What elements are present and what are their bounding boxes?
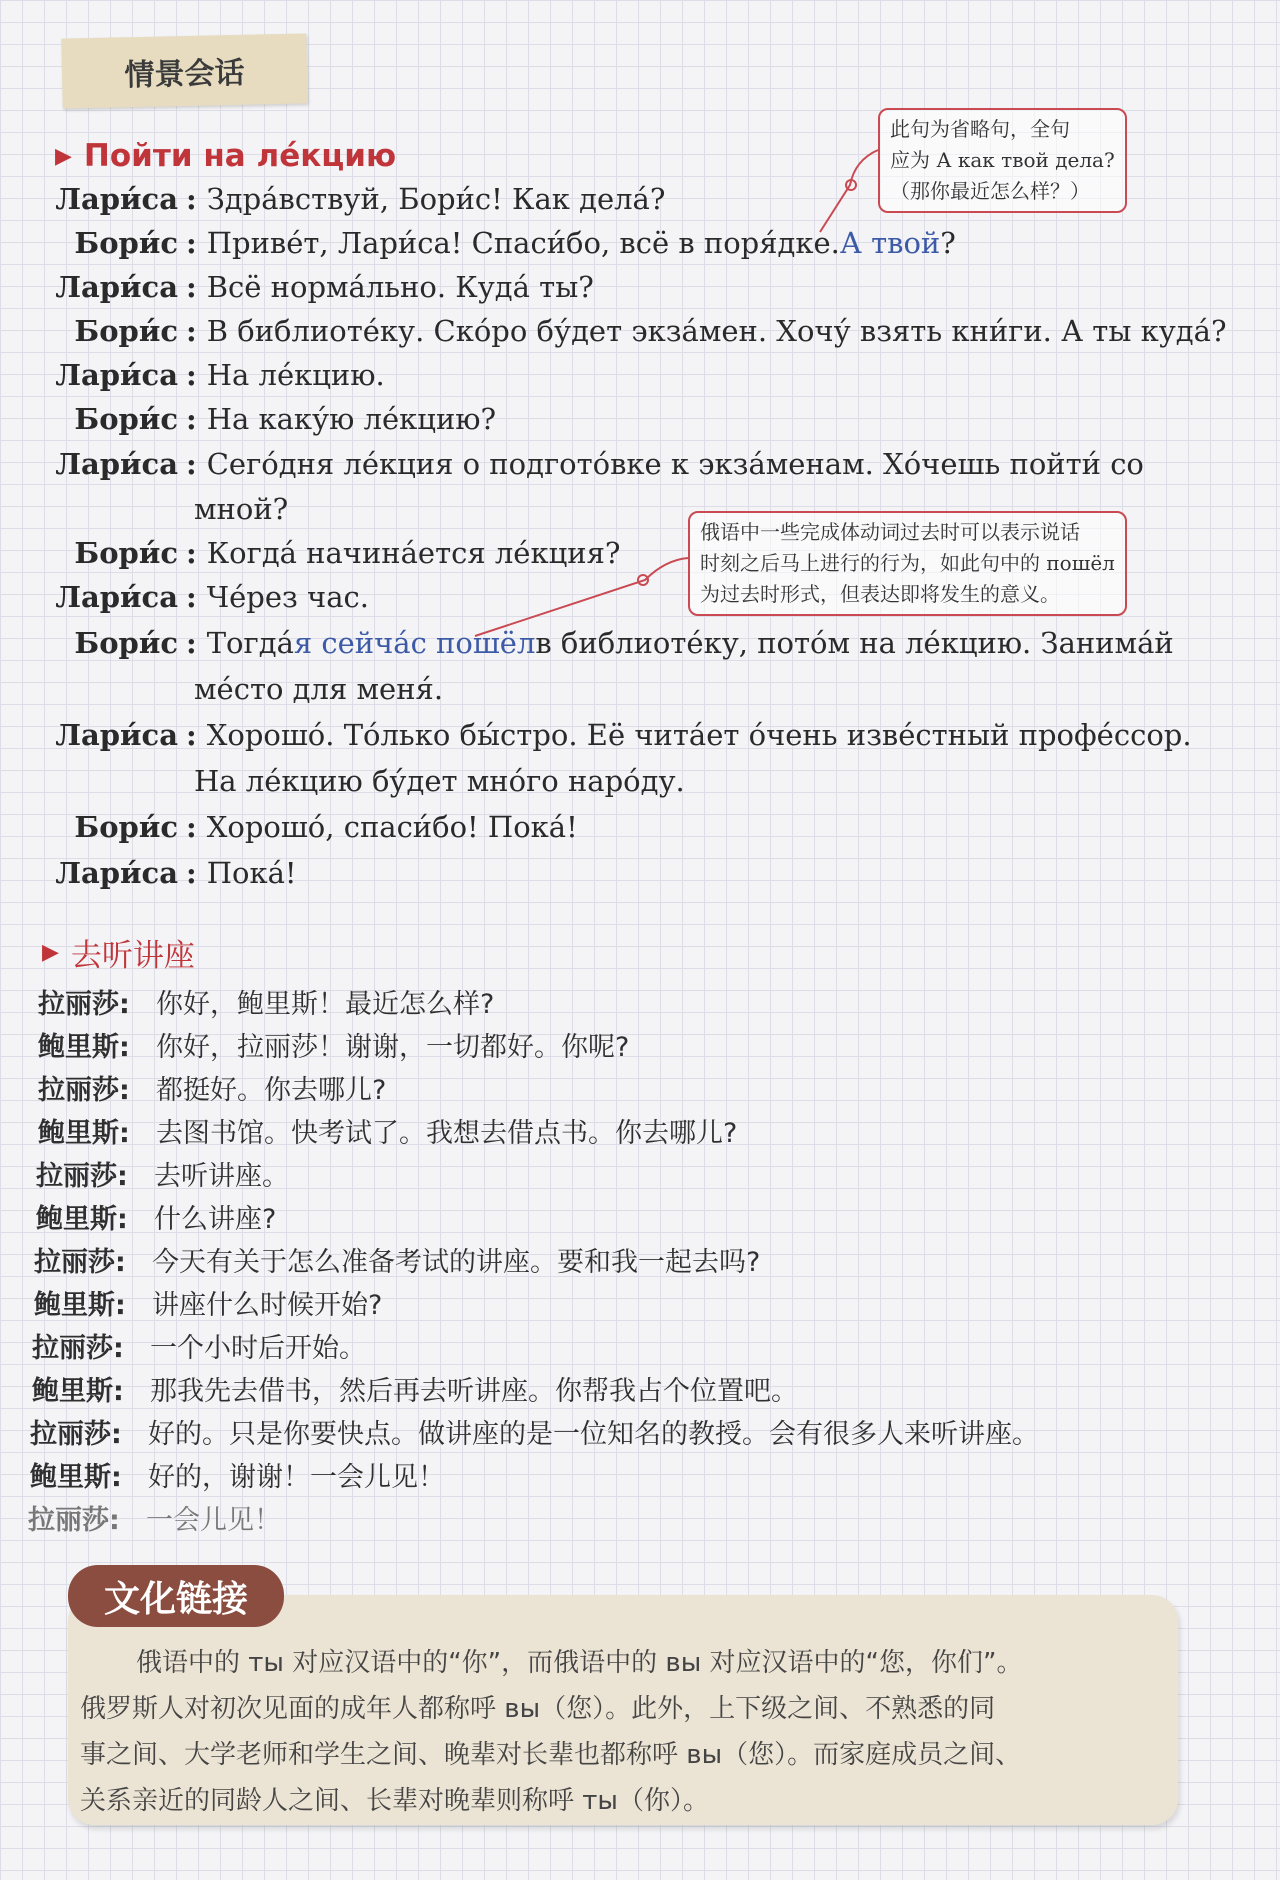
zh-line: 拉丽莎: 好的。只是你要快点。做讲座的是一位知名的教授。会有很多人来听讲座。 [30,1419,1039,1450]
ru-line: Лари́са : Хорошо́. То́лько бы́стро. Её чита́ет о́чень изве́стный профе́ссор. [55,718,1192,752]
chinese-dialogue-heading: ▶ 去听讲座 [42,938,195,974]
ru-line: Лари́са : Че́рез час. [55,580,369,614]
triangle-marker-icon: ▶ [55,143,72,169]
ru-line: Бори́с : На каку́ю ле́кцию? [74,402,497,436]
zh-line: 鲍里斯: 什么讲座? [36,1204,277,1235]
highlight-phrase: А твой [839,226,941,260]
ru-line: Лари́са : Пока́! [55,856,297,890]
russian-dialogue-heading: ▶ Пойти на ле́кцию [55,138,397,174]
zh-line: 鲍里斯: 那我先去借书，然后再去听讲座。你帮我占个位置吧。 [32,1376,798,1407]
ru-line: Бори́с : Тогда́ я сейча́с пошёл в библиоте́ку, пото́м на ле́кцию. Занима́й [74,626,1174,660]
annotation-note-perfective: 俄语中一些完成体动词过去时可以表示说话 时刻之后马上进行的行为，如此句中的 пошёл 为过去时形式，但表达即将发生的意义。 [688,511,1127,616]
ru-line: Лари́са : Всё норма́льно. Куда́ ты? [55,270,594,304]
zh-line: 拉丽莎: 今天有关于怎么准备考试的讲座。要和我一起去吗? [34,1247,761,1278]
ru-line-continuation: мной? [194,492,289,526]
highlight-phrase: я сейча́с пошёл [293,626,536,660]
ru-line: Бори́с : Хорошо́, спаси́бо! Пока́! [74,810,578,844]
section-tag: 情景会话 [61,33,307,108]
annotation-note-ellipsis: 此句为省略句，全句 应为 А как твой дела? （那你最近怎么样？） [878,108,1127,213]
zh-line: 拉丽莎: 去听讲座。 [36,1161,289,1192]
ru-line: Бори́с : Когда́ начина́ется ле́кция? [74,536,621,570]
zh-line: 鲍里斯: 你好，拉丽莎！谢谢，一切都好。你呢? [38,1032,630,1063]
triangle-marker-icon: ▶ [42,940,59,965]
culture-text: 俄语中的 ты 对应汉语中的“你”，而俄语中的 вы 对应汉语中的“您，你们”。 俄罗斯人对初次见面的成年人都称呼 вы（您）。此外，上下级之间、不熟悉的同 事之间、大学老师和学生之间、晚辈对长辈也都称呼 вы（您）。而家庭成员之间、 关系亲近的同龄人之间、长辈对晚辈则称呼 ты（你）。 [80,1648,1023,1816]
ru-line: Лари́са : Здра́вствуй, Бори́с! Как дела́? [55,182,666,216]
zh-line: 鲍里斯: 去图书馆。快考试了。我想去借点书。你去哪儿? [38,1118,738,1149]
ru-line: Лари́са : Сего́дня ле́кция о подгото́вке к экза́менам. Хо́чешь пойти́ со [55,447,1144,481]
zh-line: 鲍里斯: 好的，谢谢！一会儿见！ [30,1462,445,1493]
ru-line-continuation: ме́сто для меня́. [194,672,444,706]
zh-line: 拉丽莎: 一个小时后开始。 [32,1333,366,1364]
ru-line: Лари́са : На ле́кцию. [55,358,385,392]
ru-line: Бори́с : Приве́т, Лари́са! Спаси́бо, всё в поря́дке. А твой ? [74,226,956,260]
ru-line-continuation: На ле́кцию бу́дет мно́го наро́ду. [194,764,685,798]
zh-line: 鲍里斯: 讲座什么时候开始? [34,1290,383,1321]
zh-line: 拉丽莎: 一会儿见！ [28,1505,281,1536]
culture-title: 文化链接 [68,1565,284,1627]
ru-line: Бори́с : В библиоте́ку. Ско́ро бу́дет экза́мен. Хочу́ взять кни́ги. А ты куда́? [74,314,1227,348]
zh-line: 拉丽莎: 都挺好。你去哪儿? [38,1075,387,1106]
zh-line: 拉丽莎: 你好，鲍里斯！最近怎么样? [38,989,495,1020]
